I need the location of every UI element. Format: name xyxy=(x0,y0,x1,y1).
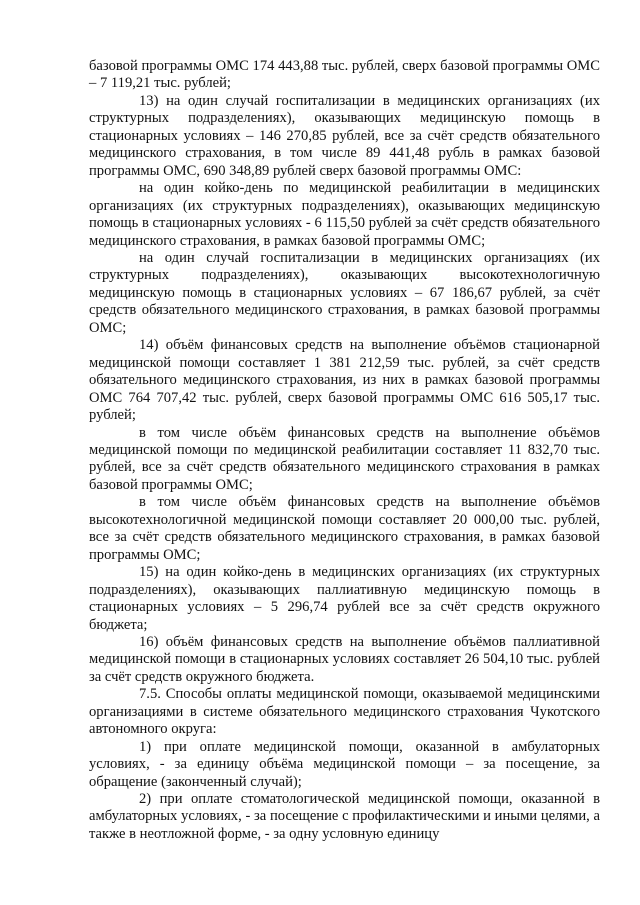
document-body xyxy=(89,58,600,843)
paragraph-item-16: 16) объём финансовых средств на выполнение объёмов паллиативной медицинской помощи в стационарных условиях составляет 26 504,10 тыс. рублей за счёт средств окружного бюджета. xyxy=(89,633,600,685)
paragraph-rehabilitation-bed-day: на один койко-день по медицинской реабилитации в медицинских организациях (их структурных подразделениях), оказывающих медицинскую помощь в стационарных условиях - 6 115,50 рублей за счёт средств обязательного медицинского страхования, в рамках базовой программы ОМС; xyxy=(89,180,600,249)
paragraph-high-tech-volume: в том числе объём финансовых средств на выполнение объёмов высокотехнологичной медицинской помощи составляет 20 000,00 тыс. рублей, все за счёт средств обязательного медицинского страхования, в рамках базовой программы ОМС; xyxy=(89,494,600,563)
paragraph-payment-2: 2) при оплате стоматологической медицинской помощи, оказанной в амбулаторных условиях, - за посещение с профилактическими и иными целями, а также в неотложной форме, - за одну условную единицу xyxy=(89,791,600,842)
paragraph-continuation: базовой программы ОМС 174 443,88 тыс. рублей, сверх базовой программы ОМС – 7 119,21 тыс. рублей; xyxy=(89,58,600,92)
paragraph-rehabilitation-volume: в том числе объём финансовых средств на выполнение объёмов медицинской помощи по медицинской реабилитации составляет 11 832,70 тыс. рублей, все за счёт средств обязательного медицинского страхования в рамках базовой программы ОМС; xyxy=(89,424,600,493)
paragraph-payment-1: 1) при оплате медицинской помощи, оказанной в амбулаторных условиях, - за единицу объёма медицинской помощи – за посещение, за обращение (законченный случай); xyxy=(89,738,600,790)
paragraph-item-13: 13) на один случай госпитализации в медицинских организациях (их структурных подразделениях), оказывающих медицинскую помощь в стационарных условиях – 146 270,85 рублей, все за счёт средств обязательного медицинского страхования, в том числе 89 441,48 рубль в рамках базовой программы ОМС, 690 348,89 рублей сверх базовой программы ОМС: xyxy=(89,92,600,179)
section-heading-7-5: 7.5. Способы оплаты медицинской помощи, оказываемой медицинскими организациями в системе обязательного медицинского страхования Чукотского автономного округа: xyxy=(89,686,600,738)
paragraph-item-14: 14) объём финансовых средств на выполнение объёмов стационарной медицинской помощи составляет 1 381 212,59 тыс. рублей, за счёт средств обязательного медицинского страхования, из них в рамках базовой программы ОМС 764 707,42 тыс. рублей, сверх базовой программы ОМС 616 505,17 тыс. рублей; xyxy=(89,337,600,424)
paragraph-item-15: 15) на один койко-день в медицинских организациях (их структурных подразделениях), оказывающих паллиативную медицинскую помощь в стационарных условиях – 5 296,74 рублей все за счёт средств окружного бюджета; xyxy=(89,564,600,633)
paragraph-high-tech-hospitalization: на один случай госпитализации в медицинских организациях (их структурных подразделениях), оказывающих высокотехнологичную медицинскую помощь в стационарных условиях – 67 186,67 рублей, за счёт средств обязательного медицинского страхования, в рамках базовой программы ОМС; xyxy=(89,249,600,336)
